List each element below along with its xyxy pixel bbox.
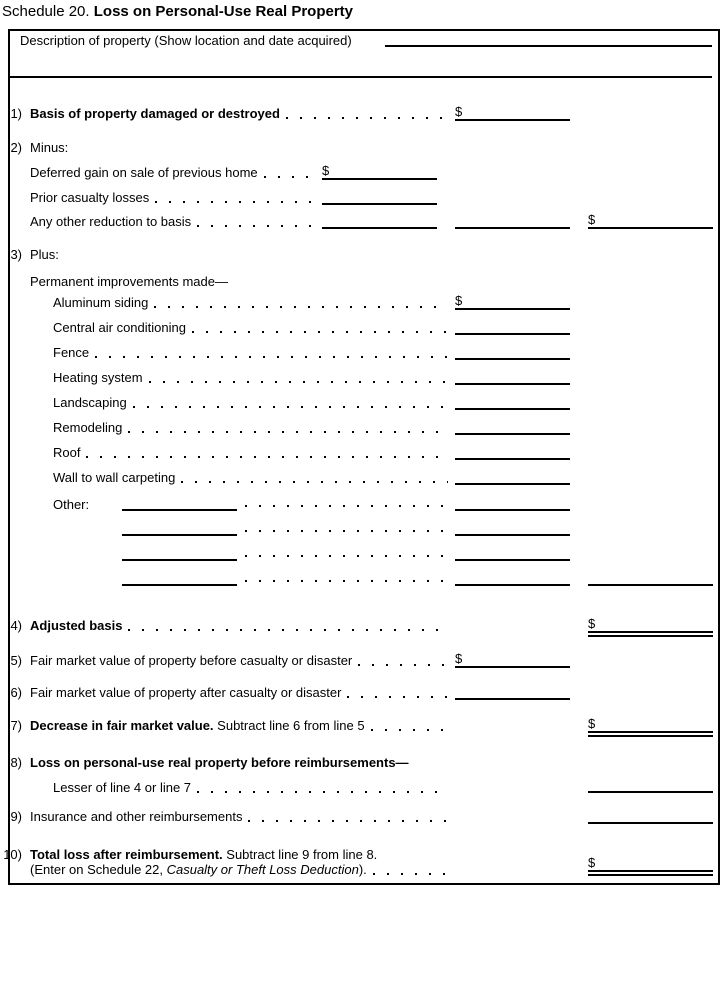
improvement-row [53, 420, 450, 435]
line5-dollar-sign: $ [455, 651, 463, 666]
line10-note-row [30, 862, 450, 877]
improvement-amount-line [455, 333, 570, 335]
improvement-label: Central air conditioning [53, 320, 186, 335]
improvement-label: Wall to wall carpeting [53, 470, 176, 485]
line4-dollar-sign: $ [588, 616, 596, 631]
leader-dots [197, 225, 313, 227]
line9-amount-line [588, 822, 713, 824]
improvement-amount-line [455, 458, 570, 460]
other-header [53, 497, 89, 512]
leader-dots [154, 306, 448, 308]
line1-number: 1) [10, 106, 22, 121]
line10-note-italic: Casualty or Theft Loss Deduction [166, 862, 359, 877]
line10-note-prefix: (Enter on Schedule 22, [30, 862, 167, 877]
line10-dollar-sign: $ [588, 855, 596, 870]
leader-dots [133, 406, 448, 408]
other-amount-line [455, 534, 570, 536]
line8-header [30, 755, 409, 770]
line10-number: 10) [3, 847, 22, 862]
line4-total-line [588, 631, 713, 637]
line6-amount-line [455, 698, 570, 700]
line1-label: Basis of property damaged or destroyed [30, 106, 280, 121]
leader-dots [155, 201, 313, 203]
line10-total-line [588, 870, 713, 876]
line4-number: 4) [10, 618, 22, 633]
improvement-amount-line [455, 408, 570, 410]
line4-row [30, 618, 450, 633]
improvement-amount-line [455, 483, 570, 485]
leader-dots [245, 505, 450, 507]
line10-label-rest: Subtract line 9 from line 8. [222, 847, 378, 862]
leader-dots [86, 456, 448, 458]
leader-dots [371, 729, 448, 731]
line8-number: 8) [10, 755, 22, 770]
improvement-label: Roof [53, 445, 81, 460]
improvement-row [53, 395, 450, 410]
other-description-line [122, 559, 237, 561]
improvement-amount-line [455, 308, 570, 310]
line10-label-bold: Total loss after reimbursement. [30, 847, 223, 862]
line2-item1-dollar-sign: $ [322, 163, 330, 178]
improvement-label: Remodeling [53, 420, 123, 435]
improvement-row [53, 445, 450, 460]
line2-item-row [30, 190, 315, 205]
line2-header [30, 140, 68, 155]
line3-label: Plus: [30, 247, 59, 262]
improvement-row [53, 320, 450, 335]
improvement-row [53, 295, 450, 310]
line2-total-line [588, 227, 713, 229]
line2-total-dollar-sign: $ [588, 212, 596, 227]
line2-item-row [30, 165, 315, 180]
line1-row [30, 106, 450, 121]
line2-subtotal-line [455, 227, 570, 229]
line6-number: 6) [10, 685, 22, 700]
leader-dots [128, 431, 448, 433]
other-description-line [122, 509, 237, 511]
description-fill-line-2 [10, 76, 712, 78]
line5-amount-line [455, 666, 570, 668]
leader-dots [197, 791, 448, 793]
line7-label-rest: Subtract line 6 from line 5 [213, 718, 365, 733]
line8-amount-line [588, 791, 713, 793]
line8-label: Loss on personal-use real property before reimbursements— [30, 755, 409, 770]
line10-note-suffix: ). [358, 862, 367, 877]
improvements-dollar-sign: $ [455, 293, 463, 308]
leader-dots [286, 117, 448, 119]
leader-dots [264, 176, 313, 178]
line2-label: Minus: [30, 140, 69, 155]
leader-dots [95, 356, 448, 358]
line5-label: Fair market value of property before casualty or disaster [30, 653, 353, 668]
other-amount-line [455, 584, 570, 586]
other-label: Other: [53, 497, 90, 512]
other-description-line [122, 584, 237, 586]
improvement-amount-line [455, 383, 570, 385]
improvement-row [53, 470, 450, 485]
line2-item-label: Any other reduction to basis [30, 214, 192, 229]
line3-number: 3) [10, 247, 22, 262]
line2-item3-amount-line [322, 227, 437, 229]
line6-label: Fair market value of property after casualty or disaster [30, 685, 342, 700]
leader-dots [358, 664, 450, 666]
leader-dots [245, 555, 450, 557]
line2-item1-amount-line [322, 178, 437, 180]
leader-dots [181, 481, 448, 483]
leader-dots [347, 696, 448, 698]
line3-subheader [30, 274, 228, 289]
line5-row [30, 653, 452, 668]
schedule-number: Schedule 20. [2, 3, 90, 20]
improvement-label: Heating system [53, 370, 143, 385]
line9-number: 9) [10, 809, 22, 824]
improvement-label: Fence [53, 345, 90, 360]
leader-dots [248, 820, 448, 822]
other-description-line [122, 534, 237, 536]
description-row [20, 33, 352, 48]
line3-sublabel: Permanent improvements made— [30, 274, 228, 289]
leader-dots [245, 580, 450, 582]
improvement-amount-line [455, 433, 570, 435]
line2-item-label: Deferred gain on sale of previous home [30, 165, 258, 180]
line10-row [30, 847, 377, 862]
line7-dollar-sign: $ [588, 716, 596, 731]
improvement-row [53, 370, 450, 385]
line1-dollar-sign: $ [455, 104, 463, 119]
improvement-label: Landscaping [53, 395, 127, 410]
line6-row [30, 685, 450, 700]
leader-dots [149, 381, 448, 383]
leader-dots [245, 530, 450, 532]
schedule-title: Loss on Personal-Use Real Property [93, 3, 353, 20]
line7-row [30, 718, 450, 733]
line2-item-row [30, 214, 315, 229]
improvement-amount-line [455, 358, 570, 360]
line7-number: 7) [10, 718, 22, 733]
line2-number: 2) [10, 140, 22, 155]
line4-label: Adjusted basis [30, 618, 123, 633]
line2-item-label: Prior casualty losses [30, 190, 150, 205]
line3-header [30, 247, 59, 262]
line9-row [30, 809, 450, 824]
line8-sublabel: Lesser of line 4 or line 7 [53, 780, 192, 795]
improvement-label: Aluminum siding [53, 295, 149, 310]
line1-amount-line [455, 119, 570, 121]
description-label: Description of property (Show location and date acquired) [20, 33, 352, 48]
improvements-subtotal-line [588, 584, 713, 586]
line9-label: Insurance and other reimbursements [30, 809, 243, 824]
page-title [2, 3, 353, 21]
leader-dots [373, 873, 448, 875]
line2-item2-amount-line [322, 203, 437, 205]
other-amount-line [455, 509, 570, 511]
line8-subrow [53, 780, 450, 795]
line7-total-line [588, 731, 713, 737]
line7-label-bold: Decrease in fair market value. [30, 718, 214, 733]
improvement-row [53, 345, 450, 360]
description-fill-line [385, 45, 712, 47]
other-amount-line [455, 559, 570, 561]
leader-dots [128, 629, 448, 631]
leader-dots [192, 331, 448, 333]
line5-number: 5) [10, 653, 22, 668]
